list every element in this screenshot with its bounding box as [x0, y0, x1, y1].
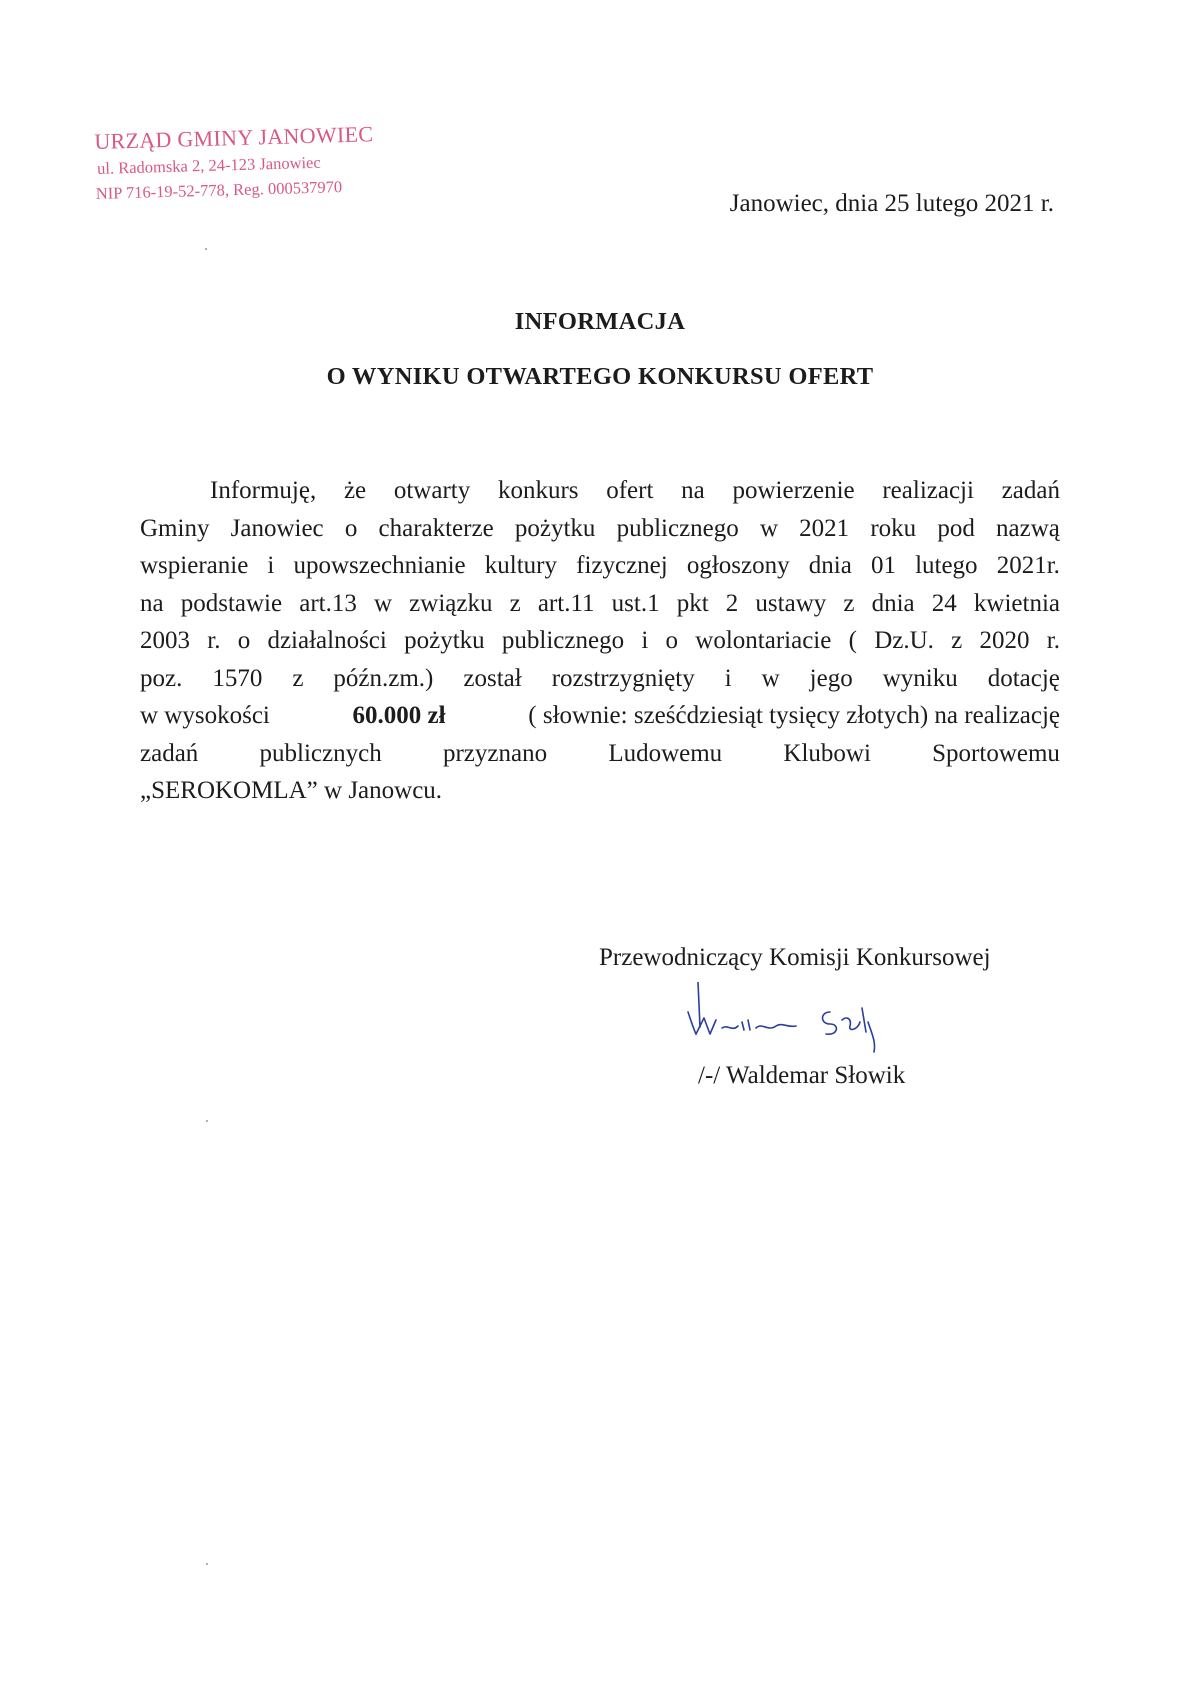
body-word: Gminy	[140, 514, 210, 542]
body-word: zadań	[1001, 477, 1060, 504]
body-word: że	[343, 477, 367, 504]
stamp-line-address: ul. Radomska 2, 24-123 Janowiec	[96, 152, 321, 178]
body-word: zadań	[140, 739, 199, 767]
body-word: fizycznej	[576, 552, 668, 579]
body-word: r.	[207, 627, 221, 654]
body-word: dnia	[808, 552, 852, 579]
body-word: w	[761, 664, 780, 692]
office-stamp	[94, 120, 375, 206]
body-word: kultury	[484, 552, 557, 579]
body-word: w	[373, 589, 393, 617]
body-word: rozstrzygnięty	[551, 664, 695, 692]
amount-in-words: ( słownie: sześćdziesiąt tysięcy złotych) na realizację	[528, 702, 1060, 729]
body-word: w	[759, 514, 778, 542]
body-word: z	[292, 664, 304, 692]
body-word: o	[344, 514, 358, 542]
body-word: kwietnia	[973, 589, 1060, 617]
body-word: dnia	[871, 589, 915, 617]
body-word: roku	[870, 514, 917, 542]
body-line	[140, 660, 1060, 698]
body-word: 01	[870, 552, 896, 579]
body-word: 2021	[799, 514, 850, 542]
body-word: 2003	[140, 627, 190, 654]
body-word: z	[509, 589, 521, 617]
body-word: nazwą	[996, 514, 1060, 542]
body-word: działalności	[267, 627, 387, 654]
body-line	[140, 735, 1060, 773]
scan-speck	[205, 248, 207, 250]
body-word: lutego	[915, 552, 978, 579]
body-word: i	[641, 627, 649, 654]
stamp-line-office: URZĄD GMINY JANOWIEC	[94, 121, 374, 154]
body-word: publicznego	[501, 627, 625, 654]
body-word: Dz.U.	[874, 627, 934, 654]
body-word: art.11	[537, 589, 595, 617]
body-word: Klubowi	[783, 739, 871, 767]
stamp-line-registration: NIP 716-19-52-778, Reg. 000537970	[95, 177, 343, 203]
body-word: 1570	[212, 664, 263, 692]
document-subtitle: O WYNIKU OTWARTEGO KONKURSU OFERT	[326, 363, 874, 390]
body-paragraph	[140, 472, 1060, 810]
body-word: pożytku	[514, 514, 596, 542]
body-word: otwarty	[393, 477, 471, 504]
body-word: upowszechnianie	[293, 552, 466, 579]
body-word: r.	[1046, 627, 1060, 654]
body-word: Ludowemu	[608, 739, 723, 767]
body-word: pkt	[676, 589, 709, 617]
body-word: dotację	[987, 664, 1060, 692]
body-word: wyniku	[882, 664, 958, 692]
body-word: 2020	[979, 627, 1030, 654]
body-word: 2021r.	[996, 552, 1060, 579]
scan-speck	[206, 1120, 208, 1122]
body-word: Sportowemu	[932, 739, 1060, 767]
body-line	[140, 510, 1060, 548]
body-word: i	[724, 664, 732, 692]
body-word: konkurs	[497, 477, 579, 504]
document-date: Janowiec, dnia 25 lutego 2021 r.	[729, 190, 1054, 217]
body-word: wolontariacie	[695, 627, 832, 654]
body-word: wspieranie	[140, 552, 249, 579]
body-word: z	[843, 589, 855, 617]
body-word: został	[463, 664, 522, 692]
body-line	[140, 472, 1060, 510]
body-line	[140, 622, 1060, 660]
body-word: poz.	[140, 664, 183, 692]
body-word: powierzenie	[732, 477, 855, 504]
body-word: 24	[931, 589, 957, 617]
body-line	[140, 547, 1060, 585]
handwritten-signature	[670, 982, 930, 1062]
body-word: publicznego	[616, 514, 739, 542]
scan-speck	[206, 1563, 208, 1565]
document-title: INFORMACJA	[514, 308, 686, 335]
amount-label: w wysokości	[140, 702, 270, 729]
body-word: Janowiec	[230, 514, 324, 542]
body-word: jego	[809, 664, 853, 692]
body-word: ustawy	[755, 589, 827, 617]
body-word: ust.1	[611, 589, 660, 617]
signer-title: Przewodniczący Komisji Konkursowej	[599, 944, 991, 971]
body-word: podstawie	[180, 589, 283, 617]
body-word: publicznych	[259, 739, 382, 767]
body-word: o	[237, 627, 251, 654]
body-word: i	[267, 552, 275, 579]
body-word: na	[681, 477, 705, 504]
body-word: art.13	[299, 589, 357, 617]
body-word: późn.zm.)	[333, 664, 434, 692]
body-line	[140, 585, 1060, 623]
signer-name: /-/ Waldemar Słowik	[698, 1062, 906, 1089]
body-word: Informuję,	[210, 477, 317, 504]
body-word: związku	[409, 589, 493, 617]
body-word: pożytku	[404, 627, 485, 654]
grant-amount: 60.000 zł	[352, 702, 446, 729]
body-word: charakterze	[378, 514, 494, 542]
body-word: z	[951, 627, 963, 654]
body-word: pod	[937, 514, 975, 542]
body-word: realizacji	[882, 477, 974, 504]
body-line-amount	[140, 697, 1060, 735]
body-word: (	[848, 627, 857, 654]
body-word: przyznano	[442, 739, 548, 767]
body-word: ogłoszony	[686, 552, 790, 579]
body-word: 2	[725, 589, 739, 617]
body-word: na	[140, 589, 164, 617]
body-line-last: „SEROKOMLA” w Janowcu.	[140, 777, 443, 804]
body-word: o	[665, 627, 679, 654]
body-word: ofert	[606, 477, 654, 504]
